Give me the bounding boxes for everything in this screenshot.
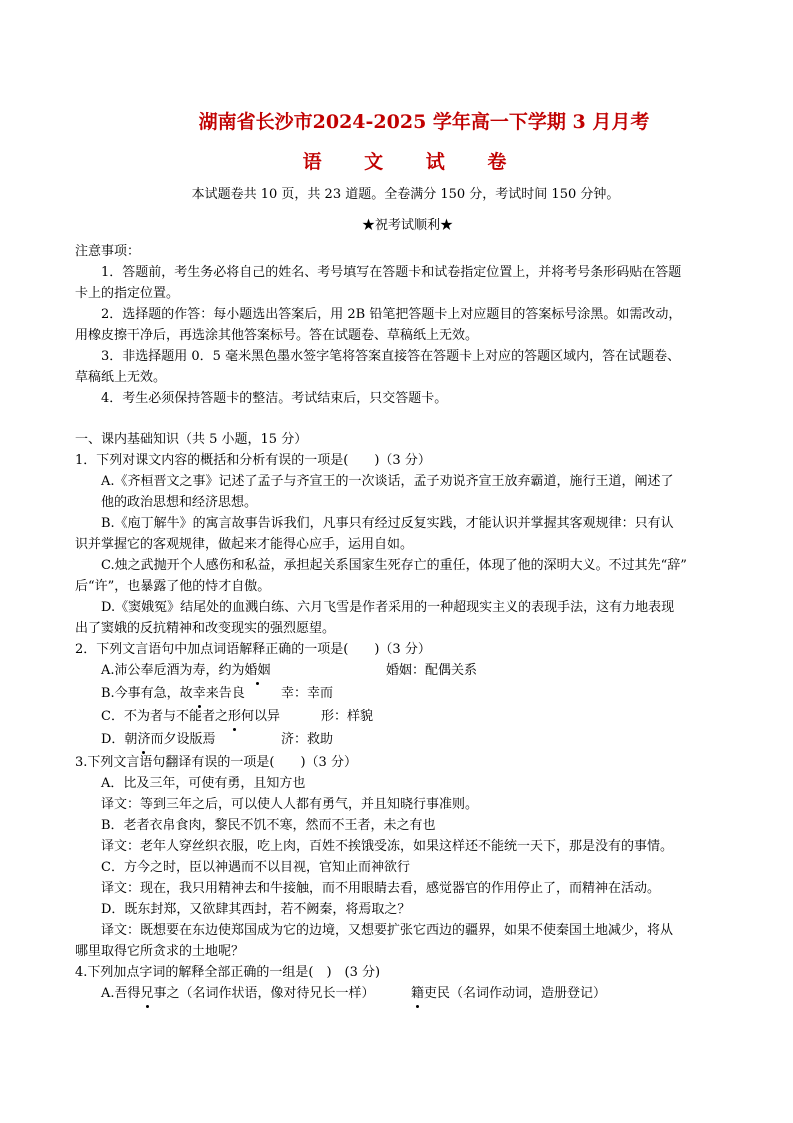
question-2-option-c (75, 706, 725, 727)
section-heading: 一、课内基础知识（共 5 小题，15 分） (75, 432, 308, 447)
question-3-translation-d: 译文：既想要在东边使郑国成为它的边境，又想要扩张它西边的疆界，如果不使秦国土地减少，将从 (101, 923, 674, 938)
notice-line: 2．选择题的作答：每小题选出答案后，用 2B 铅笔把答题卡上对应题目的答案标号涂黑。如需改动， (101, 307, 682, 322)
question-3-translation-a: 译文：等到三年之后，可以使人人都有勇气，并且知晓行事准则。 (101, 797, 479, 812)
dotted-word: 形 (228, 706, 241, 727)
exam-subtitle: 语 文 试 卷 (302, 151, 525, 173)
question-1-option-b: B.《庖丁解牛》的寓言故事告诉我们，凡事只有经过反复实践，才能认识并掌握其客观规律：只有认 (101, 516, 674, 531)
option-text: A.吾得兄事之（名词作状语，像对待兄长一样） (101, 983, 411, 1004)
question-1-option-a-cont: 他的政治思想和经济思想。 (101, 495, 258, 510)
option-text: A.沛公奉卮酒为寿，约为婚姻 (101, 660, 386, 681)
question-2-stem: 2．下列文言语句中加点词语解释正确的一项是( )（3 分） (75, 642, 431, 657)
good-luck-line: ★祝考试顺利★ (361, 218, 453, 233)
question-3-option-b: B．老者衣帛食肉，黎民不饥不寒，然而不王者，未之有也 (101, 818, 436, 833)
option-gloss: 幸：幸而 (281, 686, 334, 701)
question-2-option-b (75, 683, 725, 704)
notice-line: 3．非选择题用 0．5 毫米黑色墨水签字笔将答案直接答在答题卡上对应的答题区域内，答在试题卷、 (101, 349, 681, 364)
question-2-option-a (75, 660, 725, 681)
question-3-translation-d-cont: 哪里取得它所贪求的土地呢？ (75, 944, 245, 959)
option-text: B.今事有急，故幸来告良 (101, 683, 281, 704)
spacer (75, 409, 725, 429)
notice-line: 用橡皮擦干净后，再选涂其他答案标号。答在试题卷、草稿纸上无效。 (75, 328, 479, 343)
question-1-option-b-cont: 识并掌握它的客观规律，做起来才能得心应手，运用自如。 (75, 537, 414, 552)
dotted-word: 幸 (193, 683, 206, 704)
question-3-option-d: D．既东封郑，又欲肆其西封，若不阙秦，将焉取之？ (101, 902, 411, 917)
question-4-stem: 4.下列加点字词的解释全部正确的一组是( ) (3 分) (75, 965, 381, 980)
question-1-option-a: A.《齐桓晋文之事》记述了孟子与齐宣王的一次谈话，孟子劝说齐宣王放弃霸道，施行王道，阐述了 (101, 474, 674, 489)
notice-line: 1．答题前，考生务必将自己的姓名、考号填写在答题卡和试卷指定位置上，并将考号条形码贴在答题 (101, 265, 682, 280)
question-3-option-a: A．比及三年，可使有勇，且知方也 (101, 776, 306, 791)
notice-line: 草稿纸上无效。 (75, 370, 167, 385)
exam-title: 湖南省长沙市2024-2025 学年高一下学期 3 月月考 (198, 111, 650, 133)
exam-info: 本试题卷共 10 页，共 23 道题。全卷满分 150 分，考试时间 150 分钟。 (191, 187, 620, 202)
dotted-word: 籍 (411, 983, 424, 1004)
dotted-word: 婚姻 (245, 660, 271, 681)
question-4-option-a (75, 983, 725, 1004)
question-3-option-c: C．方今之时，臣以神遇而不以目视，官知止而神欲行 (101, 860, 410, 875)
notice-line: 4．考生必须保持答题卡的整洁。考试结束后，只交答题卡。 (101, 391, 448, 406)
question-3-translation-b: 译文：老年人穿丝织衣服，吃上肉，百姓不挨饿受冻，如果这样还不能统一天下，那是没有的事情。 (101, 839, 674, 854)
option-text: C．不为者与不能者之形何以异 (101, 706, 321, 727)
option-gloss: 形：样貌 (321, 709, 374, 724)
option-gloss: 婚姻：配偶关系 (386, 663, 478, 678)
question-1-option-c-cont: 后“许”，也暴露了他的恃才自傲。 (75, 579, 271, 594)
question-3-stem: 3.下列文言语句翻译有误的一项是( )（3 分） (75, 755, 357, 770)
question-3-translation-c: 译文：现在，我只用精神去和牛接触，而不用眼睛去看，感觉器官的作用停止了，而精神在活动。 (101, 881, 661, 896)
question-1-option-c: C.烛之武抛开个人感伤和私益，承担起关系国家生死存亡的重任，体现了他的深明大义。不过其先“辞” (101, 558, 687, 573)
option-gloss: 济：救助 (281, 732, 334, 747)
notice-heading: 注意事项： (75, 244, 141, 259)
option-text: D．朝济而夕设版焉 (101, 729, 281, 750)
question-1-option-d: D.《窦娥冤》结尾处的血溅白练、六月飞雪是作者采用的一种超现实主义的表现手法，这有力地表现 (101, 600, 675, 615)
question-1-option-d-cont: 出了窦娥的反抗精神和改变现实的强烈愿望。 (75, 621, 336, 636)
notice-line: 卡上的指定位置。 (75, 286, 180, 301)
dotted-word: 济 (137, 729, 150, 750)
question-2-option-d (75, 729, 725, 750)
question-1-stem: 1．下列对课文内容的概括和分析有误的一项是( )（3 分） (75, 453, 431, 468)
dotted-word: 兄 (141, 983, 154, 1004)
exam-content (75, 241, 725, 1004)
option-text-2: 籍吏民（名词作动词，造册登记） (411, 983, 606, 1004)
